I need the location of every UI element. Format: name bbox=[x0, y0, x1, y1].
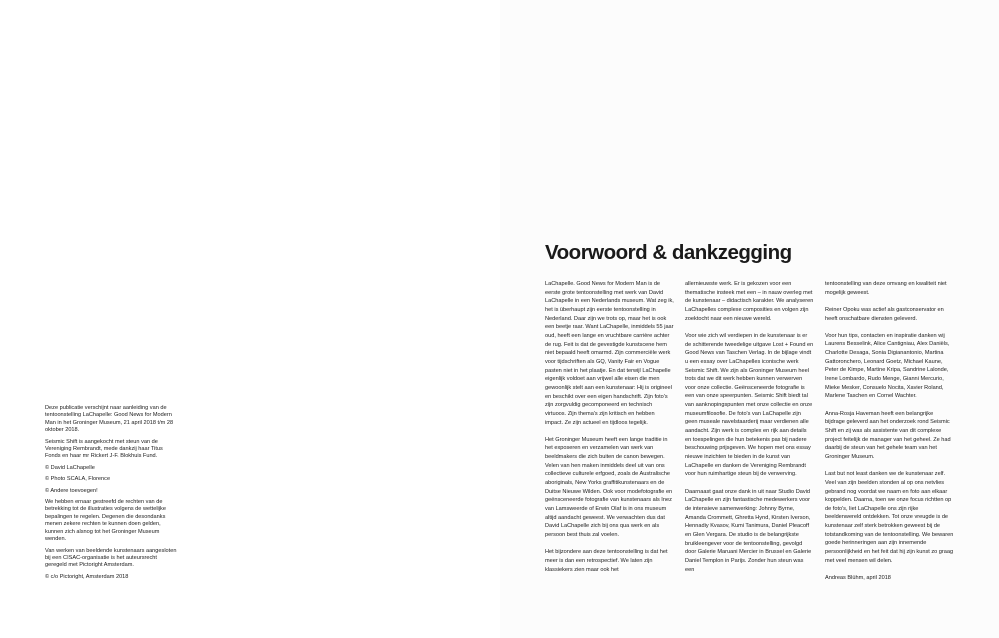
body-paragraph: Voor wie zich wil verdiepen in de kunstenaar is er de schitterende tweedelige uitgave Lost + Found en Good News van Taschen Verlag. In de bijlage vindt u een essay over LaChapelles iconische werk Seismic Shift. We zijn als Groninger Museum heel trots dat we dit werk hebben kunnen verwerven voor onze collectie. Geënsceneerde fotografie is een van onze speerpunten. Seismic Shift biedt tal van aanknopingspunten met onze collectie en onze museumfilosofie. De foto's van LaChapelle zijn geen museale navelstaarderij maar verdienen alle aandacht. Zijn werk is complex en rijk aan details en toespelingen die hun betekenis pas bij nadere beschouwing prijsgeven. We hopen met ons essay nieuwe inzichten te bieden in de kunst van LaChapelle en danken de Vereniging Rembrandt voor hun ruimhartige steun bij de verwerving. bbox=[685, 332, 814, 478]
text-column-3 bbox=[825, 280, 954, 600]
text-column-1 bbox=[545, 280, 674, 600]
copyright-line: © c/o Pictoright, Amsterdam 2018 bbox=[45, 573, 129, 580]
author-signature: Andreas Blühm, april 2018 bbox=[825, 575, 891, 581]
body-paragraph: Reiner Opoku was actief als gastconservator en heeft onschatbare diensten geleverd. bbox=[825, 306, 944, 322]
copyright-line: © Photo SCALA, Florence bbox=[45, 476, 111, 483]
body-paragraph: Anna-Rosja Haveman heeft een belangrijke bijdrage geleverd aan het onderzoek rond Seismic Shift en zij was als assistente van dit complexe project feitelijk de manager van het geheel. Ze had daarbij de steun van het gehele team van het Groninger Museum. bbox=[825, 410, 951, 460]
body-paragraph: Last but not least danken we de kunstenaar zelf. Veel van zijn beelden stonden al op ons netvlies gebrand nog voordat we naam en foto aan elkaar koppelden. Daarna, toen we onze focus richtten op de foto's, liet LaChapelle ons zijn rijke beeldenwereld ontdekken. Tot onze vreugde is de kunstenaar zelf sterk betrokken geweest bij de totstandkoming van de tentoonstelling. We bewaren goede herinneringen aan zijn innemende persoonlijkheid en het feit dat hij zijn kunst zo graag met veel mensen wil delen. bbox=[825, 471, 954, 564]
colophon-paragraph: We hebben ernaar gestreefd de rechten van de betrekking tot de illustraties volgens de wettelijke bepalingen te regelen. Degenen die desondanks menen zekere rechten te kunnen doen gelden, kunnen zich alsnog tot het Groninger Museum wenden. bbox=[45, 499, 166, 543]
body-paragraph: Het Groninger Museum heeft een lange traditie in het exposeren en verzamelen van werk van beeldmakers die zich buiten de canon bewegen. Velen van hen maken inmiddels deel uit van ons collectieve culturele erfgoed, zoals de Australische aboriginals, New Yorks graffitikunstenaars en de Duitse Nieuwe Wilden. Ook voor modefotografie en geënsceneerde fotografie van kunstenaars als Inez van Lamsweerde of Erwin Olaf is in ons museum altijd aandacht geweest. We verwachten dus dat David LaChapelle zich bij ons qua werk en als persoon best thuis zal voelen. bbox=[545, 436, 673, 538]
body-paragraph: LaChapelle. Good News for Modern Man is de eerste grote tentoonstelling met werk van David LaChapelle in een Nederlands museum. Wat zeg ik, het is überhaupt zijn eerste tentoonstelling in Nederland. Daar zijn we trots op, maar het is ook een beetje raar. Want LaChapelle, inmiddels 55 jaar oud, heeft een lange en vruchtbare carrière achter de rug. Feit is dat de gevestigde kunstscene hem niet bepaald heeft omarmd. Zijn commerciële werk voor tijdschriften als GQ, Vanity Fair en Vogue pasten niet in het plaatje. En dat terwijl LaChapelle eigenlijk voldoet aan vrijwel alle eisen die men gewoonlijk stelt aan een kunstenaar: Hij is origineel en beschikt over een eigen handschrift. Zijn foto's zijn zorgvuldig gecomponeerd en technisch virtuoos. Zijn thema's zijn kritisch en hebben impact. Ze zijn actueel en tijdloos tegelijk. bbox=[545, 281, 674, 426]
colophon-paragraph: Seismic Shift is aangekocht met steun van de Vereniging Rembrandt, mede dankzij haar Titus Fonds en haar mr Rickert J-F. Blokhuis Fund. bbox=[45, 438, 163, 460]
colophon-paragraph: Van werken van beeldende kunstenaars aangesloten bij een CISAC-organisatie is het auteursrecht geregeld met Pictoright Amsterdam. bbox=[45, 547, 177, 569]
body-paragraph: allernieuwste werk. Er is gekozen voor een thematische insteek met een – in nauw overleg met de kunstenaar – didactisch karakter. We analyseren LaChapelles complexe composities en volgen zijn zoektocht naar een nieuwe wereld. bbox=[685, 281, 814, 322]
body-paragraph: Het bijzondere aan deze tentoonstelling is dat het meer is dan een retrospectief. We laten zijn klassiekers zien maar ook het bbox=[545, 549, 668, 573]
body-paragraph: tentoonstelling van deze omvang en kwaliteit niet mogelijk geweest. bbox=[825, 281, 947, 296]
body-paragraph: Daarnaast gaat onze dank in uit naar Studio David LaChapelle en zijn fantastische medewerkers voor de intensieve samenwerking: Johnny Byrne, Amanda Crommett, Ghretta Hynd, Kirsten Iverson, Hennadiy Kvasov, Kumi Tanimura, Daniel Pleacoff en Glen Vergara. De studio is de belangrijkste bruikleengever voor de tentoonstelling, gevolgd door Galerie Maruani Mercier in Brussel en Galerie Daniel Templon in Parijs. Zonder hun steun was een bbox=[685, 488, 812, 573]
copyright-line: © Andere toevoegen! bbox=[45, 487, 98, 494]
colophon-paragraph: Deze publicatie verschijnt naar aanleiding van de tentoonstelling LaChapelle: Good News for Modern Man in het Groninger Museum, 21 april 2018 t/m 28 oktober 2018. bbox=[45, 405, 174, 434]
body-paragraph: Voor hun tips, contacten en inspiratie danken wij Laurens Besselink, Alice Cantigniau, Alex Daniëls, Charlotte Desaga, Sonia Digianantonio, Martina Gattoronchero, Leonard Goetz, Michael Kaune, Peter de Kimpe, Martine Kripa, Sandrine Lalonde, Irene Lombardo, Rudo Menge, Gianni Mercurio, Mieke Mesker, Consuelo Nocita, Xavier Roland, Marlene Taschen en Cornel Wachter. bbox=[825, 332, 950, 400]
page-title: Voorwoord & dankzegging bbox=[545, 241, 792, 264]
colophon bbox=[45, 405, 177, 585]
text-column-2 bbox=[685, 280, 814, 600]
copyright-line: © David LaChapelle bbox=[45, 464, 95, 471]
